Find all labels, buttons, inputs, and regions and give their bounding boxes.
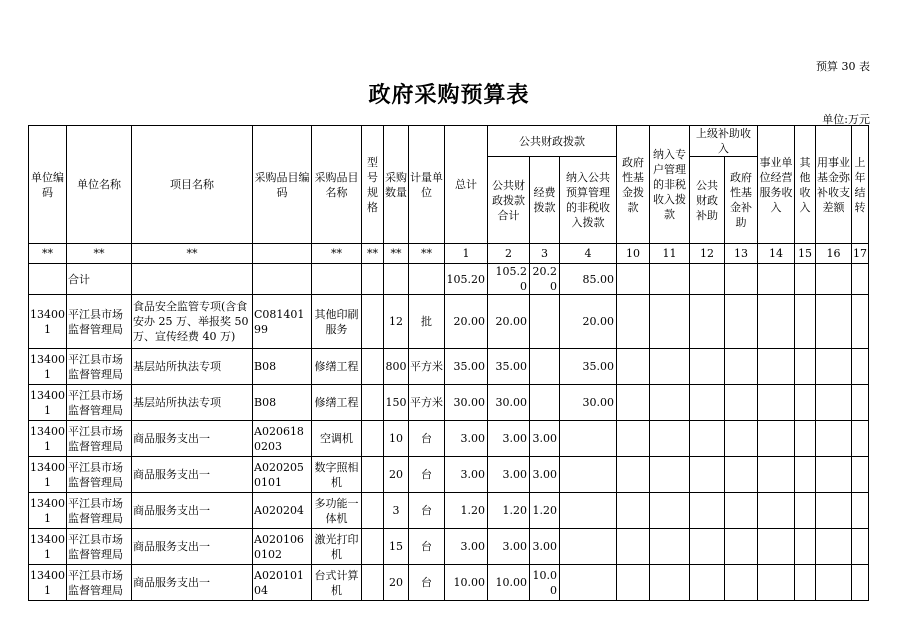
- col-item-code: 采购品目编码: [253, 126, 312, 244]
- col-public-fiscal-total: 公共财政拨款合计: [488, 157, 530, 244]
- index-cell: 4: [560, 244, 617, 264]
- col-non-tax: 纳入公共预算管理的非税收入拨款: [560, 157, 617, 244]
- col-group-superior-subsidy: 上级补助收入: [690, 126, 758, 157]
- row-quantity: 150: [384, 385, 409, 421]
- row-quantity: 15: [384, 529, 409, 565]
- table-cell: [816, 457, 852, 493]
- col-total: 总计: [445, 126, 488, 244]
- row-public-total: 3.00: [488, 529, 530, 565]
- table-cell: [795, 529, 816, 565]
- row-measure: 台: [409, 565, 445, 601]
- index-cell: 17: [852, 244, 869, 264]
- row-funding: 3.00: [530, 529, 560, 565]
- index-cell: 15: [795, 244, 816, 264]
- row-funding: 3.00: [530, 457, 560, 493]
- row-quantity: 12: [384, 295, 409, 349]
- row-item-name: 台式计算机: [312, 565, 362, 601]
- index-cell: **: [29, 244, 67, 264]
- row-unit-name: 平江县市场监督管理局: [67, 421, 132, 457]
- table-cell: [617, 349, 650, 385]
- col-fund-balance: 用事业基金弥补收支差额: [816, 126, 852, 244]
- row-total: 3.00: [445, 529, 488, 565]
- row-total: 30.00: [445, 385, 488, 421]
- index-cell: 11: [650, 244, 690, 264]
- table-cell: [852, 457, 869, 493]
- row-public-total: 3.00: [488, 421, 530, 457]
- row-quantity: 20: [384, 457, 409, 493]
- table-cell: [795, 295, 816, 349]
- row-model: [362, 493, 384, 529]
- row-quantity: 20: [384, 565, 409, 601]
- index-cell: **: [384, 244, 409, 264]
- total-label: 合计: [67, 264, 132, 295]
- row-public-total: 35.00: [488, 349, 530, 385]
- table-cell: [852, 264, 869, 295]
- row-non-tax: 20.00: [560, 295, 617, 349]
- table-cell: [795, 493, 816, 529]
- table-cell: [852, 385, 869, 421]
- row-unit-name: 平江县市场监督管理局: [67, 529, 132, 565]
- table-cell: [816, 493, 852, 529]
- row-model: [362, 349, 384, 385]
- col-group-public-fiscal: 公共财政拨款: [488, 126, 617, 157]
- index-cell: **: [67, 244, 132, 264]
- row-unit-code: 134001: [29, 295, 67, 349]
- row-non-tax: [560, 493, 617, 529]
- row-item-code: A0206180203: [253, 421, 312, 457]
- row-item-code: A020204: [253, 493, 312, 529]
- col-item-name: 采购品目名称: [312, 126, 362, 244]
- table-cell: [690, 565, 725, 601]
- table-cell: [384, 264, 409, 295]
- data-rows-body: [29, 295, 869, 601]
- row-item-name: 空调机: [312, 421, 362, 457]
- table-cell: [362, 264, 384, 295]
- table-cell: [852, 565, 869, 601]
- row-non-tax: [560, 529, 617, 565]
- table-cell: [816, 385, 852, 421]
- row-unit-code: 134001: [29, 565, 67, 601]
- table-cell: [617, 295, 650, 349]
- row-unit-name: 平江县市场监督管理局: [67, 349, 132, 385]
- table-cell: [758, 264, 795, 295]
- table-cell: [795, 565, 816, 601]
- table-cell: [650, 457, 690, 493]
- index-cell: 2: [488, 244, 530, 264]
- table-header: [29, 126, 869, 244]
- row-funding: 1.20: [530, 493, 560, 529]
- table-cell: [758, 421, 795, 457]
- index-cell: 1: [445, 244, 488, 264]
- row-item-name: 多功能一体机: [312, 493, 362, 529]
- table-cell: [617, 529, 650, 565]
- row-unit-name: 平江县市场监督管理局: [67, 493, 132, 529]
- row-item-code: A0201060102: [253, 529, 312, 565]
- row-total: 10.00: [445, 565, 488, 601]
- table-cell: [758, 457, 795, 493]
- row-public-total: 3.00: [488, 457, 530, 493]
- col-unit-code: 单位编码: [29, 126, 67, 244]
- table-cell: [816, 264, 852, 295]
- table-cell: [650, 493, 690, 529]
- row-project: 商品服务支出一: [132, 457, 253, 493]
- row-unit-code: 134001: [29, 529, 67, 565]
- row-non-tax: 35.00: [560, 349, 617, 385]
- table-cell: [690, 529, 725, 565]
- row-unit-name: 平江县市场监督管理局: [67, 565, 132, 601]
- table-cell: [725, 565, 758, 601]
- col-model: 型号规格: [362, 126, 384, 244]
- row-item-name: 激光打印机: [312, 529, 362, 565]
- table-cell: [650, 264, 690, 295]
- col-special-non-tax: 纳入专户管理的非税收入拨款: [650, 126, 690, 244]
- table-cell: [725, 264, 758, 295]
- index-cell: **: [312, 244, 362, 264]
- table-cell: [617, 457, 650, 493]
- row-measure: 批: [409, 295, 445, 349]
- table-cell: [816, 529, 852, 565]
- col-gov-fund: 政府性基金拨款: [617, 126, 650, 244]
- row-measure: 台: [409, 421, 445, 457]
- row-unit-name: 平江县市场监督管理局: [67, 457, 132, 493]
- index-cell: 16: [816, 244, 852, 264]
- table-cell: [816, 565, 852, 601]
- row-item-code: B08: [253, 349, 312, 385]
- budget-number: 预算 30 表: [816, 60, 870, 73]
- row-unit-name: 平江县市场监督管理局: [67, 385, 132, 421]
- row-project: 商品服务支出一: [132, 421, 253, 457]
- row-funding: [530, 295, 560, 349]
- total-row-body: [29, 264, 869, 295]
- row-measure: 台: [409, 493, 445, 529]
- row-total: 3.00: [445, 421, 488, 457]
- table-cell: [852, 349, 869, 385]
- row-quantity: 800: [384, 349, 409, 385]
- col-carryover: 上年结转: [852, 126, 869, 244]
- row-non-tax: [560, 457, 617, 493]
- procurement-budget-table: [28, 125, 869, 601]
- row-item-name: 其他印刷服务: [312, 295, 362, 349]
- table-cell: [650, 421, 690, 457]
- row-model: [362, 295, 384, 349]
- row-total: 3.00: [445, 457, 488, 493]
- table-cell: [725, 349, 758, 385]
- table-cell: [690, 457, 725, 493]
- row-funding: [530, 349, 560, 385]
- row-item-name: 修缮工程: [312, 349, 362, 385]
- index-cell: [253, 244, 312, 264]
- table-cell: [725, 493, 758, 529]
- index-cell: 12: [690, 244, 725, 264]
- table-cell: [617, 264, 650, 295]
- table-cell: [725, 529, 758, 565]
- table-cell: [725, 385, 758, 421]
- col-unit-name: 单位名称: [67, 126, 132, 244]
- table-cell: [650, 529, 690, 565]
- row-model: [362, 421, 384, 457]
- table-cell: [29, 264, 67, 295]
- table-cell: [725, 421, 758, 457]
- row-public-total: 1.20: [488, 493, 530, 529]
- row-project: 商品服务支出一: [132, 565, 253, 601]
- row-item-code: B08: [253, 385, 312, 421]
- index-cell: **: [362, 244, 384, 264]
- table-cell: [132, 264, 253, 295]
- row-unit-code: 134001: [29, 493, 67, 529]
- table-cell: [617, 565, 650, 601]
- table-cell: [758, 349, 795, 385]
- table-cell: [795, 264, 816, 295]
- index-cell: 10: [617, 244, 650, 264]
- index-cell: 13: [725, 244, 758, 264]
- table-cell: [690, 349, 725, 385]
- row-measure: 台: [409, 529, 445, 565]
- table-row: [29, 565, 869, 601]
- row-model: [362, 457, 384, 493]
- row-quantity: 10: [384, 421, 409, 457]
- total-public-total: 105.20: [488, 264, 530, 295]
- row-total: 1.20: [445, 493, 488, 529]
- row-item-code: C08140199: [253, 295, 312, 349]
- row-funding: 3.00: [530, 421, 560, 457]
- table-cell: [617, 385, 650, 421]
- table-cell: [795, 421, 816, 457]
- table-cell: [816, 295, 852, 349]
- table-row: [29, 493, 869, 529]
- total-non-tax: 85.00: [560, 264, 617, 295]
- row-funding: 10.00: [530, 565, 560, 601]
- table-cell: [816, 349, 852, 385]
- table-cell: [690, 295, 725, 349]
- row-model: [362, 529, 384, 565]
- row-unit-code: 134001: [29, 349, 67, 385]
- row-model: [362, 565, 384, 601]
- index-row-body: [29, 244, 869, 264]
- row-unit-code: 134001: [29, 421, 67, 457]
- table-cell: [617, 421, 650, 457]
- col-project-name: 项目名称: [132, 126, 253, 244]
- table-cell: [758, 529, 795, 565]
- table-cell: [795, 457, 816, 493]
- table-cell: [690, 421, 725, 457]
- row-unit-name: 平江县市场监督管理局: [67, 295, 132, 349]
- table-cell: [409, 264, 445, 295]
- total-funding: 20.20: [530, 264, 560, 295]
- row-unit-code: 134001: [29, 385, 67, 421]
- index-cell: **: [132, 244, 253, 264]
- col-superior-fiscal: 公共财政补助: [690, 157, 725, 244]
- index-cell: 3: [530, 244, 560, 264]
- table-row: [29, 295, 869, 349]
- table-cell: [650, 349, 690, 385]
- index-cell: **: [409, 244, 445, 264]
- col-business-income: 事业单位经营服务收入: [758, 126, 795, 244]
- table-cell: [253, 264, 312, 295]
- total-row: [29, 264, 869, 295]
- index-row: [29, 244, 869, 264]
- row-non-tax: [560, 565, 617, 601]
- row-project: 商品服务支出一: [132, 529, 253, 565]
- row-total: 20.00: [445, 295, 488, 349]
- total-value: 105.20: [445, 264, 488, 295]
- col-measure-unit: 计量单位: [409, 126, 445, 244]
- row-item-code: A02010104: [253, 565, 312, 601]
- row-funding: [530, 385, 560, 421]
- table-cell: [758, 385, 795, 421]
- row-measure: 台: [409, 457, 445, 493]
- row-project: 食品安全监管专项(含食安办 25 万、举报奖 50 万、宣传经费 40 万): [132, 295, 253, 349]
- row-unit-code: 134001: [29, 457, 67, 493]
- table-cell: [650, 565, 690, 601]
- table-cell: [758, 493, 795, 529]
- row-quantity: 3: [384, 493, 409, 529]
- table-cell: [852, 529, 869, 565]
- row-item-code: A0202050101: [253, 457, 312, 493]
- table-cell: [852, 295, 869, 349]
- row-model: [362, 385, 384, 421]
- col-superior-fund: 政府性基金补助: [725, 157, 758, 244]
- table-cell: [690, 493, 725, 529]
- row-public-total: 10.00: [488, 565, 530, 601]
- table-cell: [795, 385, 816, 421]
- col-funding: 经费拨款: [530, 157, 560, 244]
- unit-label: 单位:万元: [822, 113, 870, 126]
- row-non-tax: 30.00: [560, 385, 617, 421]
- table-row: [29, 385, 869, 421]
- row-measure: 平方米: [409, 385, 445, 421]
- table-row: [29, 529, 869, 565]
- row-project: 基层站所执法专项: [132, 349, 253, 385]
- row-public-total: 20.00: [488, 295, 530, 349]
- row-item-name: 修缮工程: [312, 385, 362, 421]
- table-cell: [852, 421, 869, 457]
- table-row: [29, 457, 869, 493]
- row-project: 基层站所执法专项: [132, 385, 253, 421]
- table-cell: [690, 385, 725, 421]
- table-cell: [725, 295, 758, 349]
- row-measure: 平方米: [409, 349, 445, 385]
- table-cell: [725, 457, 758, 493]
- table-cell: [690, 264, 725, 295]
- table-cell: [816, 421, 852, 457]
- row-project: 商品服务支出一: [132, 493, 253, 529]
- table-cell: [650, 385, 690, 421]
- table-cell: [312, 264, 362, 295]
- col-other-income: 其他收入: [795, 126, 816, 244]
- table-cell: [617, 493, 650, 529]
- row-total: 35.00: [445, 349, 488, 385]
- table-cell: [852, 493, 869, 529]
- row-non-tax: [560, 421, 617, 457]
- table-row: [29, 421, 869, 457]
- table-cell: [758, 295, 795, 349]
- table-row: [29, 349, 869, 385]
- row-item-name: 数字照相机: [312, 457, 362, 493]
- index-cell: 14: [758, 244, 795, 264]
- table-cell: [758, 565, 795, 601]
- page-title: 政府采购预算表: [368, 83, 530, 108]
- row-public-total: 30.00: [488, 385, 530, 421]
- table-cell: [650, 295, 690, 349]
- table-cell: [795, 349, 816, 385]
- col-quantity: 采购数量: [384, 126, 409, 244]
